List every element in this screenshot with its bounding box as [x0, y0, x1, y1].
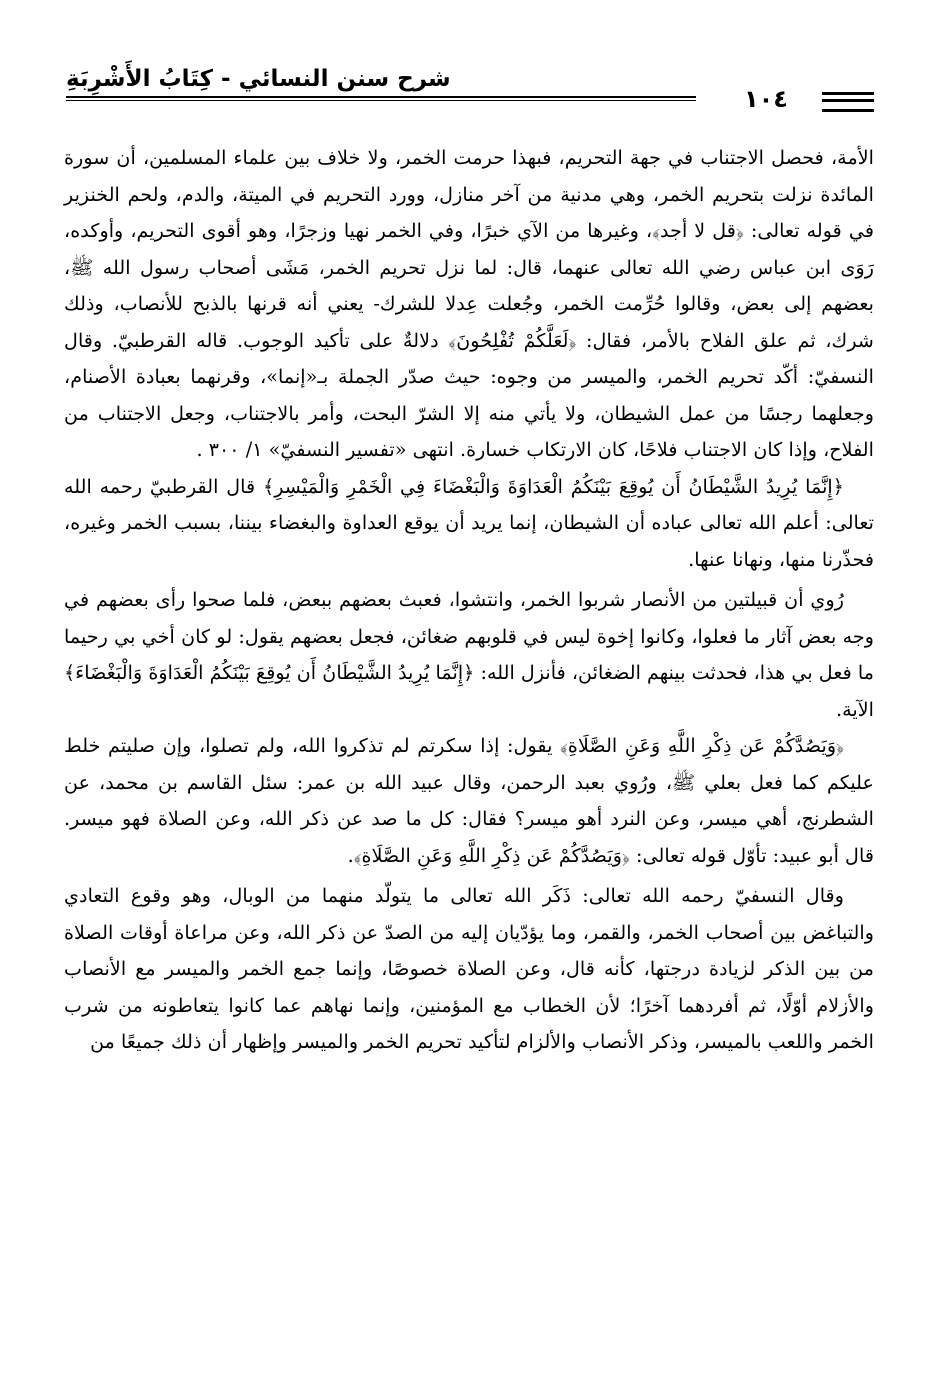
page-number: ١٠٤: [744, 85, 788, 113]
paragraph-5: وقال النسفيّ رحمه الله تعالى: ذَكَر الله تعالى ما يتولّد منهما من الوبال، وهو وقوع التعادي والتباغض بين أصحاب الخمر، والقمر، وما يؤدّيان إليه من الصدّ عن ذكر الله، وعن مراعاة أوقات الصلاة من بين الذكر لزيادة درجتها، كأنه قال، وعن الصلاة خصوصًا، وإنما جمع الخمر والميسر مع الأنصاب والأزلام أوّلًا، ثم أفردهما آخرًا؛ لأن الخطاب مع المؤمنين، وإنما نهاهم عما كانوا يتعاطونه من شرب الخمر واللعب بالميسر، وذكر الأنصاب والألزام لتأكيد تحريم الخمر والميسر وإظهار أن ذلك جميعًا من: [64, 884, 874, 1053]
header-rule: [66, 96, 696, 101]
page-number-ornament: [822, 92, 874, 112]
body-text: [64, 140, 874, 1061]
header-title: شرح سنن النسائي - كِتَابُ الأَشْرِبَةِ: [66, 66, 451, 92]
paragraph-3: رُوي أن قبيلتين من الأنصار شربوا الخمر، وانتشوا، فعبث بعضهم ببعض، فلما صحوا رأى بعضهم في وجه بعض آثار ما فعلوا، وكانوا إخوة ليس في قلوبهم ضغائن، فجعل بعضهم يقول: لو كان أخي بي رحيما ما فعل بي هذا، فحدثت بينهم الضغائن، فأنزل الله: ﴿إِنَّمَا يُرِيدُ الشَّيْطَانُ أَن يُوقِعَ بَيْنَكُمُ الْعَدَاوَةَ وَالْبَغْضَاءَ﴾ الآية.: [64, 588, 874, 721]
running-header: [66, 62, 874, 113]
page-number-group: [704, 84, 874, 114]
paragraph-2: ﴿إِنَّمَا يُرِيدُ الشَّيْطَانُ أَن يُوقِعَ بَيْنَكُمُ الْعَدَاوَةَ وَالْبَغْضَاءَ فِي الْخَمْرِ وَالْمَيْسِرِ﴾ قال القرطبيّ رحمه الله تعالى: أعلم الله تعالى عباده أن الشيطان، إنما يريد أن يوقع العداوة والبغضاء بيننا، بسبب الخمر وغيره، فحذّرنا منها، ونهانا عنها.: [64, 474, 874, 571]
paragraph-1: الأمة، فحصل الاجتناب في جهة التحريم، فبهذا حرمت الخمر، ولا خلاف بين علماء المسلمين، أن سورة المائدة نزلت بتحريم الخمر، وهي مدنية من آخر منازل، وورد التحريم في الميتة، والدم، ولحم الخنزير في قوله تعالى: ﴿قل لا أجد﴾، وغيرها من الآي خبرًا، وفي الخمر نهيا وزجرًا، وهو أقوى التحريم، وأوكده، رَوَى ابن عباس رضي الله تعالى عنهما، قال: لما نزل تحريم الخمر، مَشَى أصحاب رسول الله ﷺ، بعضهم إلى بعض، وقالوا حُرِّمت الخمر، وجُعلت عِدلا للشرك- يعني أنه قرنها بالذبح للأنصاب، وذلك شرك، ثم علق الفلاح بالأمر، فقال: ﴿لَعَلَّكُمْ تُفْلِحُونَ﴾ دلالةٌ على تأكيد الوجوب. قاله القرطبيّ. وقال النسفيّ: أكّد تحريم الخمر، والميسر من وجوه: حيث صدّر الجملة بـ«إنما»، وقرنهما بعبادة الأصنام، وجعلهما رجسًا من عمل الشيطان، ولا يأتي منه إلا الشرّ البحت، وأمر بالاجتناب، وجعل الاجتناب من الفلاح، وإذا كان الاجتناب فلاحًا، كان الارتكاب خسارة. انتهى «تفسير النسفيّ» ١/ ٣٠٠ .: [64, 146, 874, 461]
paragraph-4: ﴿وَيَصُدَّكُمْ عَن ذِكْرِ اللَّهِ وَعَنِ الصَّلَاةِ﴾ يقول: إذا سكرتم لم تذكروا الله، ولم تصلوا، وإن صليتم خلط عليكم كما فعل بعلي ﷺ، ورُوي بعبد الرحمن، وقال عبيد الله بن عمر: سئل القاسم بن محمد، عن الشطرنج، أهي ميسر، وعن النرد أهو ميسر؟ فقال: كل ما صد عن ذكر الله، وعن الصلاة فهو ميسر. قال أبو عبيد: تأوّل قوله تعالى: ﴿وَيَصُدَّكُمْ عَن ذِكْرِ اللَّهِ وَعَنِ الصَّلَاةِ﴾.: [64, 734, 874, 867]
